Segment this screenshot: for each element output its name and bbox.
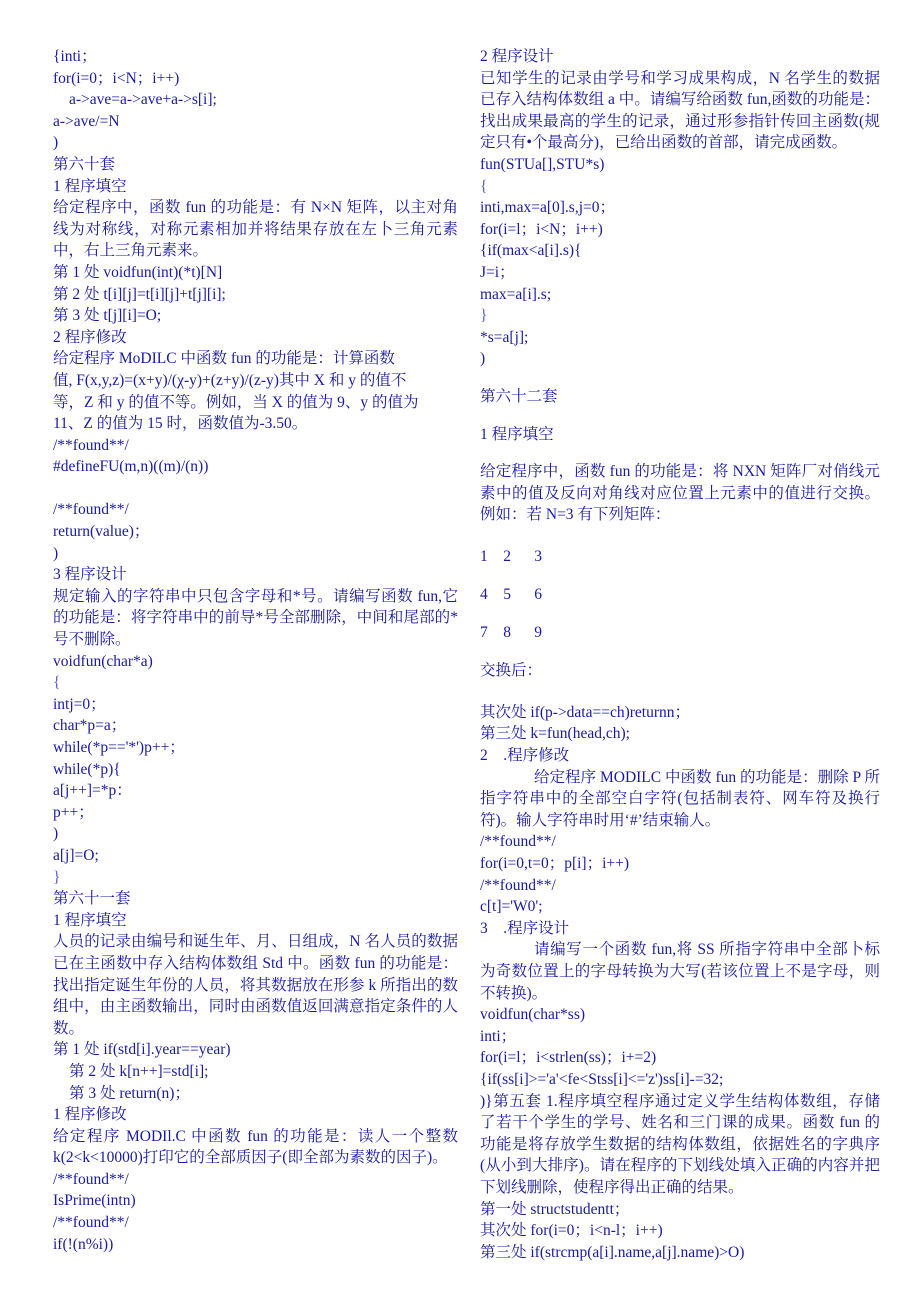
paragraph-line: 给定程序 MoDILC 中函数 fun 的功能是：计算函数 — [53, 350, 395, 368]
code-line: inti,max=a[0].s,j=0； — [480, 199, 616, 217]
code-line: p++； — [53, 803, 94, 821]
code-line: for(i=0；i<N；i++) — [53, 69, 180, 87]
code-line: a[j++]=*p： — [53, 782, 132, 800]
code-line: voidfun(char*a) — [53, 652, 153, 670]
code-line: while(*p){ — [53, 760, 121, 778]
code-line: ) — [53, 825, 59, 843]
code-line: intj=0； — [53, 695, 106, 713]
code-line: max=a[i].s; — [480, 285, 552, 303]
code-line: c[t]='W0'; — [480, 898, 543, 916]
answer-line: 第 2 处 k[n++]=std[i]; — [69, 1062, 209, 1080]
code-line: return(value)； — [53, 523, 150, 541]
section-heading: 第六十二套 — [480, 387, 558, 405]
subsection-heading: 2 程序设计 — [480, 48, 554, 65]
answer-line: 第三处 if(strcmp(a[i].name,a[j].name)>O) — [480, 1243, 745, 1261]
section-heading: 第六十一套 — [53, 890, 131, 908]
matrix-row: 4 5 6 — [480, 585, 542, 603]
code-line: ) — [53, 544, 59, 562]
code-line: } — [53, 868, 61, 886]
paragraph: 给定程序中，函数 fun 的功能是：将 NXN 矩阵厂对俏线元素中的值及反向对角线对应位置上元素中的值进行交换。例如：若 N=3 有下列矩阵： — [480, 463, 880, 524]
paragraph: )}第五套 1.程序填空程序通过定义学生结构体数组，存储了若干个学生的学号、姓名和三门课的成果。函数 fun 的功能是将存放学生数据的结构体数组，依据姓名的字典序(从小到大排序)。请在程序的下划线处填入正确的内容并把下划线删除，使程序得出正确的结果。 — [480, 1092, 880, 1196]
matrix-row: 7 8 9 — [480, 623, 542, 641]
code-line: { — [480, 177, 488, 195]
code-comment: /**found**/ — [480, 833, 556, 851]
code-comment: /**found**/ — [53, 1214, 129, 1232]
blank-line — [53, 478, 458, 500]
right-column — [480, 46, 880, 1263]
answer-line: 其次处 for(i=0；i<n-l；i++) — [480, 1222, 663, 1240]
code-line: ) — [480, 350, 486, 368]
subsection-heading: 1 程序修改 — [53, 1106, 127, 1124]
answer-line: 第 3 处 return(n)； — [69, 1084, 190, 1102]
spacer — [480, 526, 880, 538]
subsection-heading: 1 程序填空 — [480, 425, 554, 443]
code-comment: /**found**/ — [480, 876, 556, 894]
answer-line: 第 3 处 t[j][i]=O; — [53, 307, 162, 325]
code-line: a->ave=a->ave+a->s[i]; — [69, 91, 217, 109]
code-line: ) — [53, 134, 59, 152]
paragraph-line: 11、Z 的值为 15 时，函数值为-3.50。 — [53, 415, 308, 433]
code-line: char*p=a； — [53, 717, 127, 735]
subsection-heading: 3 .程序设计 — [480, 919, 570, 937]
paragraph: 人员的记录由编号和诞生年、月、日组成，N 名人员的数据已在主函数中存入结构体数组 Std 中。函数 fun 的功能是：找出指定诞生年份的人员，将其数据放在形参 k 所指出的数组中，由主函数输出，同时由函数值返回满意指定条件的人数。 — [53, 933, 458, 1037]
answer-line: 第 2 处 t[i][j]=t[i][j]+t[j][i]; — [53, 285, 226, 303]
paragraph-line: 值, F(x,y,z)=(x+y)/(χ-y)+(z+y)/(z-y)其中 X 和 y 的值不 — [53, 371, 407, 389]
code-comment: /**found**/ — [53, 501, 129, 519]
paragraph: 给定程序 MODIl.C 中函数 fun 的功能是：读人一个整数 k(2<k<10000)打印它的全部质因子(即全部为素数的因子)。 — [53, 1127, 462, 1167]
code-line: #defineFU(m,n)((m)/(n)) — [53, 458, 209, 476]
paragraph: 给定程序中，函数 fun 的功能是：有 N×N 矩阵，以主对角线为对称线，对称元素相加并将结果存放在左卜三角元素中，右上三角元素来。 — [53, 199, 458, 260]
answer-line: 其次处 if(p->data==ch)returnn； — [480, 703, 691, 721]
left-column — [53, 46, 462, 1255]
subsection-heading: 1 程序填空 — [53, 911, 127, 929]
code-line: {inti； — [53, 48, 97, 65]
code-line: for(i=l；i<N；i++) — [480, 220, 603, 238]
subsection-heading: 1 程序填空 — [53, 177, 127, 195]
code-line: { — [53, 674, 61, 692]
answer-line: 第 1 处 voidfun(int)(*t)[N] — [53, 263, 223, 281]
code-line: for(i=0,t=0；p[i]；i++) — [480, 855, 630, 873]
answer-line: 第 1 处 if(std[i].year==year) — [53, 1041, 231, 1059]
paragraph: 已知学生的记录由学号和学习成果构成，N 名学生的数据已存入结构体数组 a 中。请编写给函数 fun,函数的功能是：找出成果最高的学生的记录，通过形参指针传回主函数(规定只有•个最高分)，已给出函数的首部，请完成函数。 — [480, 69, 880, 152]
code-line: for(i=l；i<strlen(ss)；i+=2) — [480, 1049, 657, 1067]
spacer — [480, 445, 880, 461]
code-line: a->ave/=N — [53, 112, 120, 130]
matrix-row: 1 2 3 — [480, 547, 542, 565]
code-line: fun(STUa[],STU*s) — [480, 155, 605, 173]
code-line: while(*p=='*')p++； — [53, 739, 185, 756]
code-line: J=i； — [480, 263, 515, 281]
code-line: {if(max<a[i].s){ — [480, 242, 582, 260]
code-line: voidfun(char*ss) — [480, 1006, 586, 1024]
spacer — [480, 370, 880, 386]
subsection-heading: 2 程序修改 — [53, 328, 127, 346]
answer-line: 第三处 k=fun(head,ch); — [480, 725, 630, 743]
paragraph: 给定程序 MODILC 中函数 fun 的功能是：删除 P 所指字符串中的全部空白字符(包括制表符、网车符及换行符)。输人字符串时用‘#’结束输人。 — [480, 768, 880, 829]
spacer — [480, 690, 880, 702]
subsection-heading: 3 程序设计 — [53, 566, 127, 584]
code-line: a[j]=O; — [53, 846, 99, 864]
code-line: {if(ss[i]>='a'<fe<Stss[i]<='z')ss[i]-=32; — [480, 1070, 724, 1088]
spacer — [480, 408, 880, 424]
subsection-heading: 2 .程序修改 — [480, 747, 570, 765]
code-comment: /**found**/ — [53, 1170, 129, 1188]
paragraph: 规定输入的字符串中只包含字母和*号。请编写函数 fun,它的功能是：将字符串中的前导*号全部删除，中间和尾部的*号不删除。 — [53, 587, 458, 649]
answer-line: 第一处 structstudentt； — [480, 1200, 630, 1218]
code-line: IsPrime(intn) — [53, 1192, 136, 1210]
paragraph-line: 等，Z 和 y 的值不等。例如，当 X 的值为 9、y 的值为 — [53, 393, 419, 411]
paragraph: 请编写一个函数 fun,将 SS 所指字符串中全部卜标为奇数位置上的字母转换为大写(若该位置上不是字母，则不转换)。 — [480, 941, 880, 1002]
code-line: } — [480, 307, 488, 325]
code-comment: /**found**/ — [53, 436, 129, 454]
section-heading: 第六十套 — [53, 155, 116, 173]
paragraph-line: 交换后： — [480, 661, 543, 679]
code-line: if(!(n%i)) — [53, 1235, 114, 1253]
code-line: inti； — [480, 1027, 517, 1045]
code-line: *s=a[j]; — [480, 328, 529, 346]
